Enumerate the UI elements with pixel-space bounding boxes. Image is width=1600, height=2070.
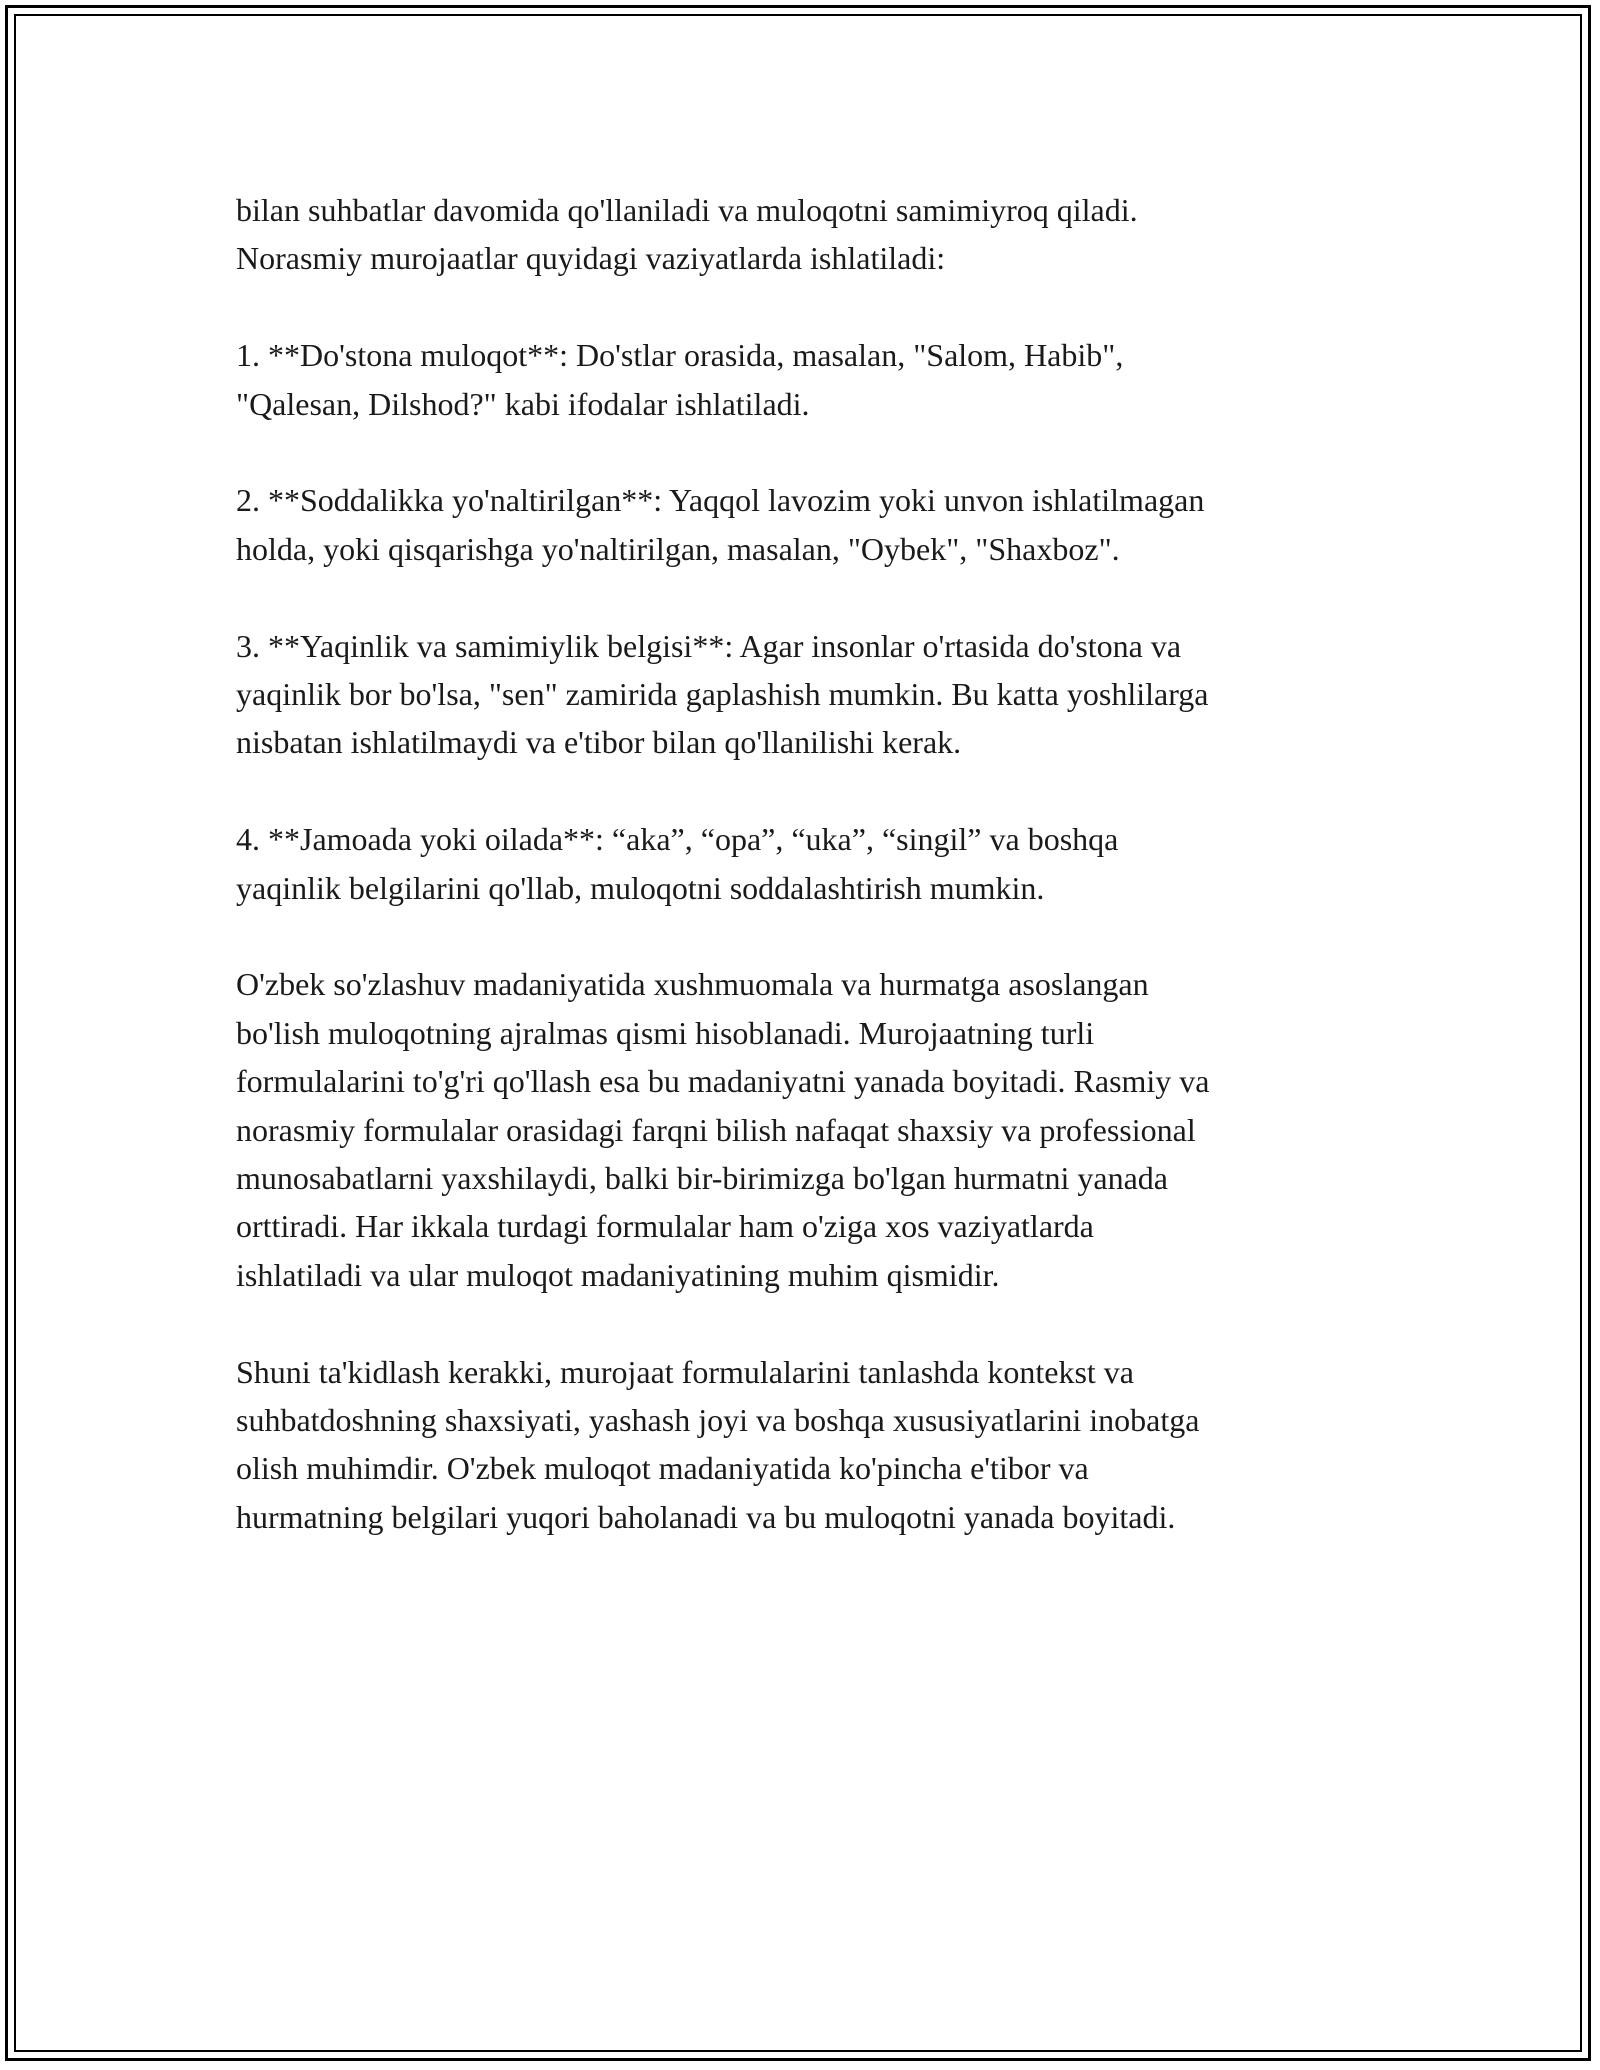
list-item-friendly-communication: 1. **Do'stona muloqot**: Do'stlar orasida, masalan, "Salom, Habib", "Qalesan, Dilshod?" kabi ifodalar ishlatiladi. [236, 337, 1124, 422]
paragraph-culture: O'zbek so'zlashuv madaniyatida xushmuomala va hurmatga asoslangan bo'lish muloqotning ajralmas qismi hisoblanadi. Murojaatning turli formulalarini to'g'ri qo'llash esa bu madaniyatni yanada boyitadi. Rasmiy va norasmiy formulalar orasidagi farqni bilish nafaqat shaxsiy va professional munosabatlarni yaxshilaydi, balki bir-birimizga bo'lgan hurmatni yanada orttiradi. Har ikkala turdagi formulalar ham o'ziga xos vaziyatlarda ishlatiladi va ular muloqot madaniyatining muhim qismidir. [236, 966, 1210, 1293]
paragraph-intro: bilan suhbatlar davomida qo'llaniladi va muloqotni samimiyroq qiladi. Norasmiy murojaatlar quyidagi vaziyatlarda ishlatiladi: [236, 192, 1138, 277]
paragraph-conclusion: Shuni ta'kidlash kerakki, murojaat formulalarini tanlashda kontekst va suhbatdoshning shaxsiyati, yashash joyi va boshqa xususiyatlarini inobatga olish muhimdir. O'zbek muloqot madaniyatida ko'pincha e'tibor va hurmatning belgilari yuqori baholanadi va bu muloqotni yanada boyitadi. [236, 1353, 1200, 1535]
list-item-simplicity: 2. **Soddalikka yo'naltirilgan**: Yaqqol lavozim yoki unvon ishlatilmagan holda, yoki qisqarishga yo'naltirilgan, masalan, "Oybek", "Shaxboz". [236, 482, 1205, 567]
document-body [236, 186, 1366, 1541]
list-item-closeness-sign: 3. **Yaqinlik va samimiylik belgisi**: Agar insonlar o'rtasida do'stona va yaqinlik bor bo'lsa, "sen" zamirida gaplashish mumkin. Bu katta yoshlilarga nisbatan ishlatilmaydi va e'tibor bilan qo'llanilishi kerak. [236, 627, 1209, 761]
list-item-family-group: 4. **Jamoada yoki oilada**: “aka”, “opa”, “uka”, “singil” va boshqa yaqinlik belgilarini qo'llab, muloqotni soddalashtirish mumkin. [236, 821, 1119, 906]
